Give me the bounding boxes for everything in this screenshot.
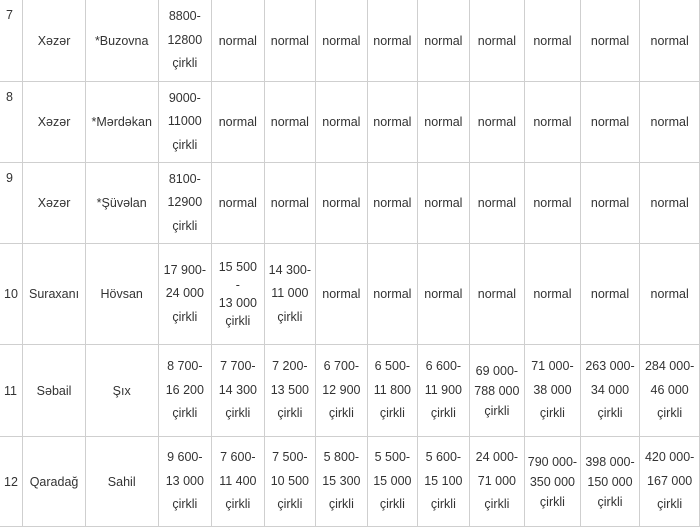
range-cell: 7 500- 10 500 çirkli: [264, 437, 316, 527]
district-cell: Suraxanı: [23, 244, 86, 345]
range-cell: 24 000- 71 000 çirkli: [469, 437, 525, 527]
range-cell: 6 700- 12 900 çirkli: [316, 345, 368, 437]
district-cell: Qaradağ: [23, 437, 86, 527]
value-cell: normal: [316, 163, 368, 244]
row-number: 8: [0, 82, 23, 163]
district-cell: Xəzər: [23, 163, 86, 244]
range-cell: 9 600- 13 000 çirkli: [158, 437, 212, 527]
table-row: [0, 163, 700, 244]
value-cell: normal: [367, 0, 418, 82]
district-cell: Səbail: [23, 345, 86, 437]
range-cell: 6 500- 11 800 çirkli: [367, 345, 418, 437]
range-cell: 71 000- 38 000 çirkli: [525, 345, 581, 437]
value-cell: normal: [367, 244, 418, 345]
value-cell: normal: [264, 163, 316, 244]
value-cell: normal: [316, 82, 368, 163]
range-cell: 790 000- 350 000 çirkli: [525, 437, 581, 527]
range-cell: 8800- 12800 çirkli: [158, 0, 212, 82]
range-cell: 284 000- 46 000 çirkli: [640, 345, 700, 437]
value-cell: normal: [525, 244, 581, 345]
range-cell: 8100- 12900 çirkli: [158, 163, 212, 244]
value-cell: normal: [264, 82, 316, 163]
value-cell: normal: [525, 163, 581, 244]
range-cell: 398 000- 150 000 çirkli: [580, 437, 640, 527]
range-cell: 9000- 11000 çirkli: [158, 82, 212, 163]
place-cell: Şıx: [85, 345, 158, 437]
value-cell: normal: [580, 244, 640, 345]
value-cell: normal: [264, 0, 316, 82]
range-cell: 6 600- 11 900 çirkli: [418, 345, 470, 437]
range-cell: 7 700- 14 300 çirkli: [212, 345, 265, 437]
value-cell: normal: [640, 82, 700, 163]
row-number: 11: [0, 345, 23, 437]
place-cell: *Mərdəkan: [85, 82, 158, 163]
value-cell: normal: [212, 0, 265, 82]
range-cell: 17 900- 24 000 çirkli: [158, 244, 212, 345]
value-cell: normal: [640, 0, 700, 82]
table-row: [0, 437, 700, 527]
place-cell: Sahil: [85, 437, 158, 527]
value-cell: normal: [580, 163, 640, 244]
row-number: 10: [0, 244, 23, 345]
range-cell: 5 800- 15 300 çirkli: [316, 437, 368, 527]
place-cell: *Şüvəlan: [85, 163, 158, 244]
value-cell: normal: [469, 82, 525, 163]
range-cell: 5 600- 15 100 çirkli: [418, 437, 470, 527]
value-cell: normal: [525, 0, 581, 82]
row-number: 12: [0, 437, 23, 527]
range-cell: 420 000- 167 000 çirkli: [640, 437, 700, 527]
range-cell: 7 200- 13 500 çirkli: [264, 345, 316, 437]
range-cell: 7 600- 11 400 çirkli: [212, 437, 265, 527]
value-cell: normal: [580, 82, 640, 163]
value-cell: normal: [640, 244, 700, 345]
range-cell: 8 700- 16 200 çirkli: [158, 345, 212, 437]
value-cell: normal: [418, 0, 470, 82]
value-cell: normal: [525, 82, 581, 163]
value-cell: normal: [316, 0, 368, 82]
value-cell: normal: [418, 82, 470, 163]
place-cell: Hövsan: [85, 244, 158, 345]
range-cell: 14 300- 11 000 çirkli: [264, 244, 316, 345]
district-cell: Xəzər: [23, 82, 86, 163]
table-row: [0, 0, 700, 82]
value-cell: normal: [418, 163, 470, 244]
table-row: [0, 82, 700, 163]
value-cell: normal: [469, 0, 525, 82]
range-cell: 69 000- 788 000 çirkli: [469, 345, 525, 437]
district-cell: Xəzər: [23, 0, 86, 82]
value-cell: normal: [367, 163, 418, 244]
value-cell: normal: [640, 163, 700, 244]
value-cell: normal: [418, 244, 470, 345]
value-cell: normal: [316, 244, 368, 345]
place-cell: *Buzovna: [85, 0, 158, 82]
range-cell: 5 500- 15 000 çirkli: [367, 437, 418, 527]
row-number: 7: [0, 0, 23, 82]
value-cell: normal: [367, 82, 418, 163]
value-cell: normal: [469, 163, 525, 244]
table-row: [0, 345, 700, 437]
range-cell: 263 000- 34 000 çirkli: [580, 345, 640, 437]
value-cell: normal: [212, 82, 265, 163]
row-number: 9: [0, 163, 23, 244]
range-cell: 15 500 - 13 000 çirkli: [212, 244, 265, 345]
value-cell: normal: [580, 0, 640, 82]
table-row: [0, 244, 700, 345]
value-cell: normal: [469, 244, 525, 345]
value-cell: normal: [212, 163, 265, 244]
